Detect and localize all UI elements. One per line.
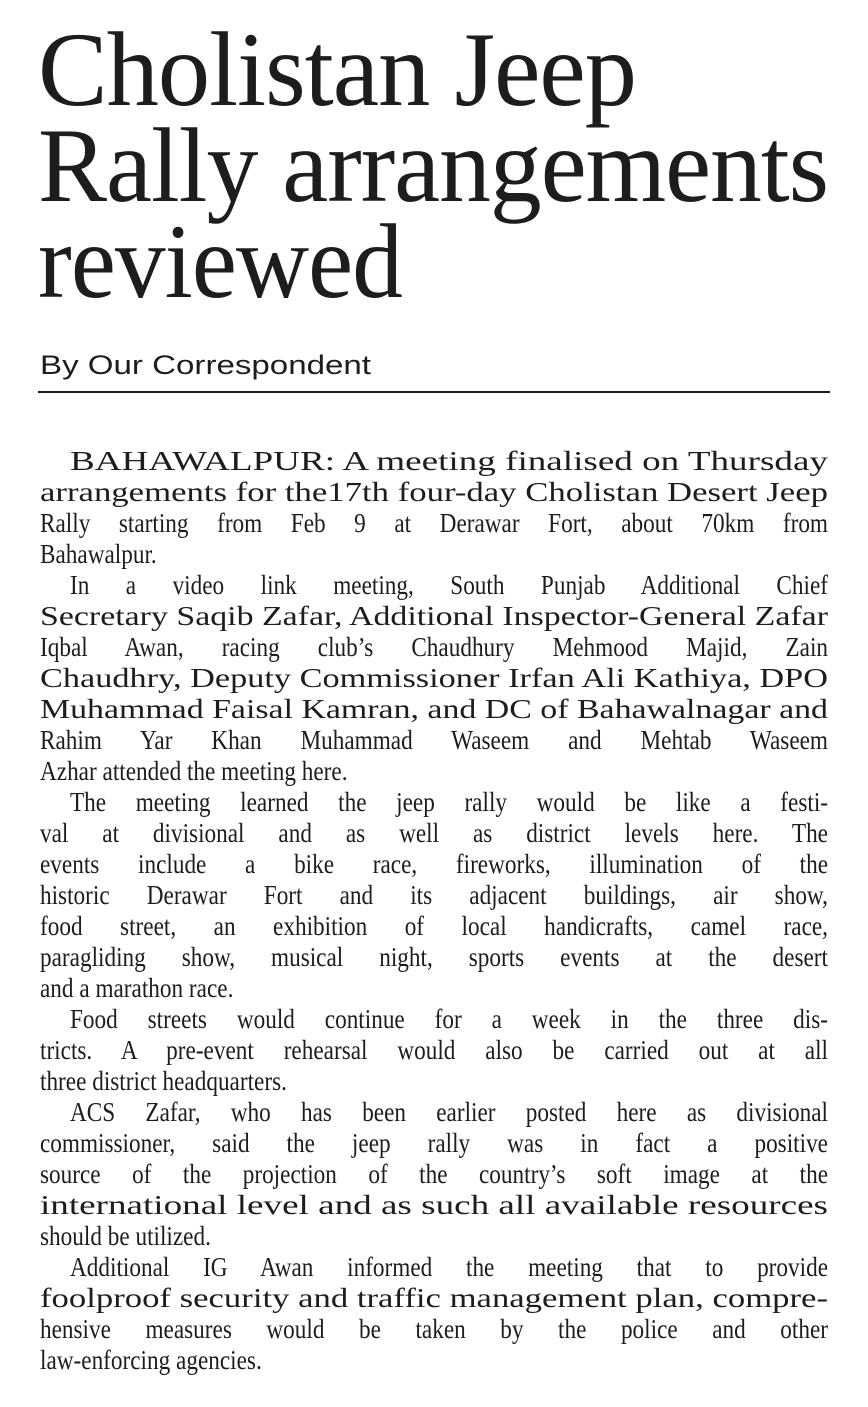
text-line: [40, 1252, 828, 1283]
text-line-content: Muhammad Faisal Kamran, and DC of Bahawalnagar and: [40, 694, 828, 724]
paragraph: [40, 446, 828, 570]
text-line: [40, 1283, 828, 1314]
text-line: [40, 1159, 828, 1190]
text-line-content: ACS Zafar, who has been earlier posted here as divisional: [70, 1097, 828, 1127]
text-line-content: paragliding show, musical night, sports events at the desert: [40, 942, 828, 972]
text-line: [40, 1221, 828, 1252]
text-line: [40, 725, 828, 756]
text-line: [40, 942, 828, 973]
text-line: [40, 1035, 828, 1066]
text-line-content: Rahim Yar Khan Muhammad Waseem and Mehtab Waseem: [40, 725, 828, 755]
text-line-content: Bahawalpur.: [40, 539, 157, 569]
byline: By Our Correspondent: [40, 350, 371, 380]
text-line-content: hensive measures would be taken by the police and other: [40, 1314, 828, 1344]
text-line-content: three district headquarters.: [40, 1066, 287, 1096]
paragraph: [40, 1004, 828, 1097]
text-line-content: Azhar attended the meeting here.: [40, 756, 348, 786]
text-line-content: The meeting learned the jeep rally would be like a festi-: [70, 787, 828, 817]
text-line: [40, 787, 828, 818]
text-line-content: historic Derawar Fort and its adjacent buildings, air show,: [40, 880, 828, 910]
text-line-content: Chaudhry, Deputy Commissioner Irfan Ali Kathiya, DPO: [40, 663, 828, 693]
text-line: [40, 694, 828, 725]
text-line: [40, 1345, 828, 1376]
text-line: [40, 508, 828, 539]
paragraph: [40, 570, 828, 787]
text-line: [40, 849, 828, 880]
text-line-content: commissioner, said the jeep rally was in fact a positive: [40, 1128, 828, 1158]
text-line-content: should be utilized.: [40, 1221, 211, 1251]
text-line-content: international level and as such all available resources: [40, 1190, 828, 1220]
byline-divider: [38, 391, 830, 393]
text-line-content: events include a bike race, fireworks, illumination of the: [40, 849, 828, 879]
text-line: [40, 570, 828, 601]
text-line: [40, 1314, 828, 1345]
text-line-content: food street, an exhibition of local handicrafts, camel race,: [40, 911, 828, 941]
text-line: [40, 663, 828, 694]
text-line: [40, 1190, 828, 1221]
text-line: [40, 1097, 828, 1128]
text-line-content: Additional IG Awan informed the meeting that to provide: [70, 1252, 828, 1282]
text-line-content: Food streets would continue for a week in the three dis-: [70, 1004, 828, 1034]
headline-line: Rally arrangements: [38, 107, 828, 224]
text-line: [40, 911, 828, 942]
text-line: [40, 446, 828, 477]
text-line: [40, 1066, 828, 1097]
text-line-content: Secretary Saqib Zafar, Additional Inspector-General Zafar: [40, 601, 828, 631]
text-line-content: Rally starting from Feb 9 at Derawar Fort, about 70km from: [40, 508, 828, 538]
text-line: [40, 601, 828, 632]
paragraph: [40, 1097, 828, 1252]
text-line: [40, 1128, 828, 1159]
text-line: [40, 539, 828, 570]
text-line-content: source of the projection of the country’s soft image at the: [40, 1159, 828, 1189]
paragraph: [40, 1252, 828, 1376]
text-line-content: and a marathon race.: [40, 973, 234, 1003]
headline-line: Cholistan Jeep: [38, 11, 636, 128]
text-line-content: foolproof security and traffic management plan, compre-: [40, 1283, 828, 1313]
paragraph: [40, 787, 828, 1004]
text-line-content: BAHAWALPUR: A meeting finalised on Thursday: [70, 446, 828, 476]
text-line: [40, 880, 828, 911]
text-line: [40, 1004, 828, 1035]
text-line-content: Iqbal Awan, racing club’s Chaudhury Mehmood Majid, Zain: [40, 632, 828, 662]
text-line: [40, 632, 828, 663]
article-body: [40, 446, 828, 1376]
text-line-content: tricts. A pre-event rehearsal would also be carried out at all: [40, 1035, 828, 1065]
text-line: [40, 477, 828, 508]
text-line-content: law-enforcing agencies.: [40, 1345, 262, 1375]
text-line: [40, 818, 828, 849]
text-line: [40, 756, 828, 787]
text-line-content: In a video link meeting, South Punjab Additional Chief: [70, 570, 828, 600]
text-line: [40, 973, 828, 1004]
headline-line: reviewed: [38, 203, 402, 320]
text-line-content: arrangements for the17th four-day Cholistan Desert Jeep: [40, 477, 828, 507]
text-line-content: val at divisional and as well as district levels here. The: [40, 818, 828, 848]
